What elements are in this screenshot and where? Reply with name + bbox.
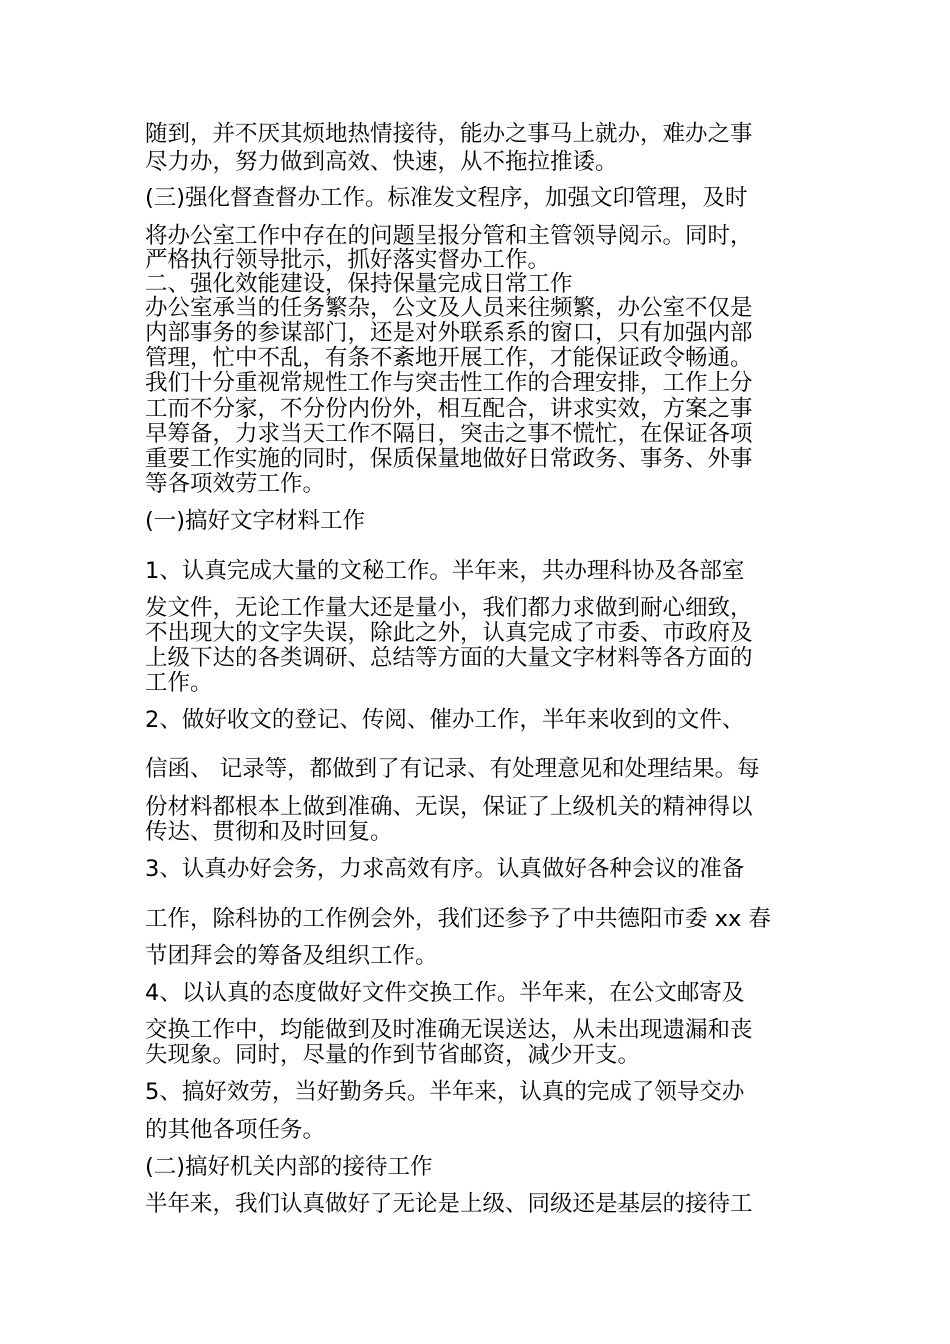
- text-line: 严格执行领导批示，抓好落实督办工作。: [145, 247, 551, 273]
- text-line: 管理，忙中不乱，有条不紊地开展工作，才能保证政令畅通。: [145, 345, 753, 371]
- text-line: 我们十分重视常规性工作与突击性工作的合理安排，工作上分: [145, 370, 753, 396]
- text-line: 5、搞好效劳，当好勤务兵。半年来，认真的完成了领导交办: [145, 1079, 745, 1105]
- text-line: 4、以认真的态度做好文件交换工作。半年来，在公文邮寄及: [145, 980, 745, 1006]
- text-line: 二、强化效能建设，保持保量完成日常工作: [145, 271, 573, 297]
- text-line: 办公室承当的任务繁杂，公文及人员来往频繁，办公室不仅是: [145, 295, 753, 321]
- text-line: 半年来，我们认真做好了无论是上级、同级还是基层的接待工: [145, 1191, 753, 1217]
- text-line: 将办公室工作中存在的问题呈报分管和主管领导阅示。同时，: [145, 223, 753, 249]
- text-line: 2、做好收文的登记、传阅、催办工作，半年来收到的文件、: [145, 707, 745, 733]
- text-line: (三)强化督查督办工作。标准发文程序，加强文印管理，及时: [145, 185, 748, 211]
- text-line: 1、认真完成大量的文秘工作。半年来，共办理科协及各部室: [145, 558, 745, 584]
- text-line: 3、认真办好会务，力求高效有序。认真做好各种会议的准备: [145, 856, 745, 882]
- text-line: 工作，除科协的工作例会外，我们还参予了中共德阳市委 xx 春: [145, 906, 771, 932]
- text-line: 交换工作中，均能做到及时准确无误送达，从未出现遗漏和丧: [145, 1017, 753, 1043]
- text-line: (一)搞好文字材料工作: [145, 508, 366, 534]
- text-line: 内部事务的参谋部门，还是对外联系系的窗口，只有加强内部: [145, 320, 753, 346]
- text-line: 早筹备，力求当天工作不隔日，突击之事不慌忙，在保证各项: [145, 421, 753, 447]
- text-line: 的其他各项任务。: [145, 1117, 326, 1143]
- text-line: 失现象。同时，尽量的作到节省邮资，减少开支。: [145, 1042, 641, 1068]
- text-line: 等各项效劳工作。: [145, 471, 326, 497]
- text-line: 工而不分家，不分份内份外，相互配合，讲求实效，方案之事: [145, 396, 753, 422]
- text-line: 尽力办，努力做到高效、快速，从不拖拉推诿。: [145, 149, 618, 175]
- text-line: 重要工作实施的同时，保质保量地做好日常政务、事务、外事: [145, 446, 753, 472]
- text-line: 信函、 记录等，都做到了有记录、有处理意见和处理结果。每: [145, 756, 760, 782]
- text-line: 工作。: [145, 670, 213, 696]
- text-line: 发文件，无论工作量大还是量小，我们都力求做到耐心细致，: [145, 595, 753, 621]
- text-line: 上级下达的各类调研、总结等方面的大量文字材料等各方面的: [145, 645, 753, 671]
- text-line: 份材料都根本上做到准确、无误，保证了上级机关的精神得以: [145, 794, 753, 820]
- text-line: 不出现大的文字失误，除此之外，认真完成了市委、市政府及: [145, 620, 753, 646]
- text-line: 随到，并不厌其烦地热情接待，能办之事马上就办，难办之事: [145, 121, 753, 147]
- text-line: 传达、贯彻和及时回复。: [145, 819, 393, 845]
- text-line: 节团拜会的筹备及组织工作。: [145, 943, 438, 969]
- text-line: (二)搞好机关内部的接待工作: [145, 1154, 433, 1180]
